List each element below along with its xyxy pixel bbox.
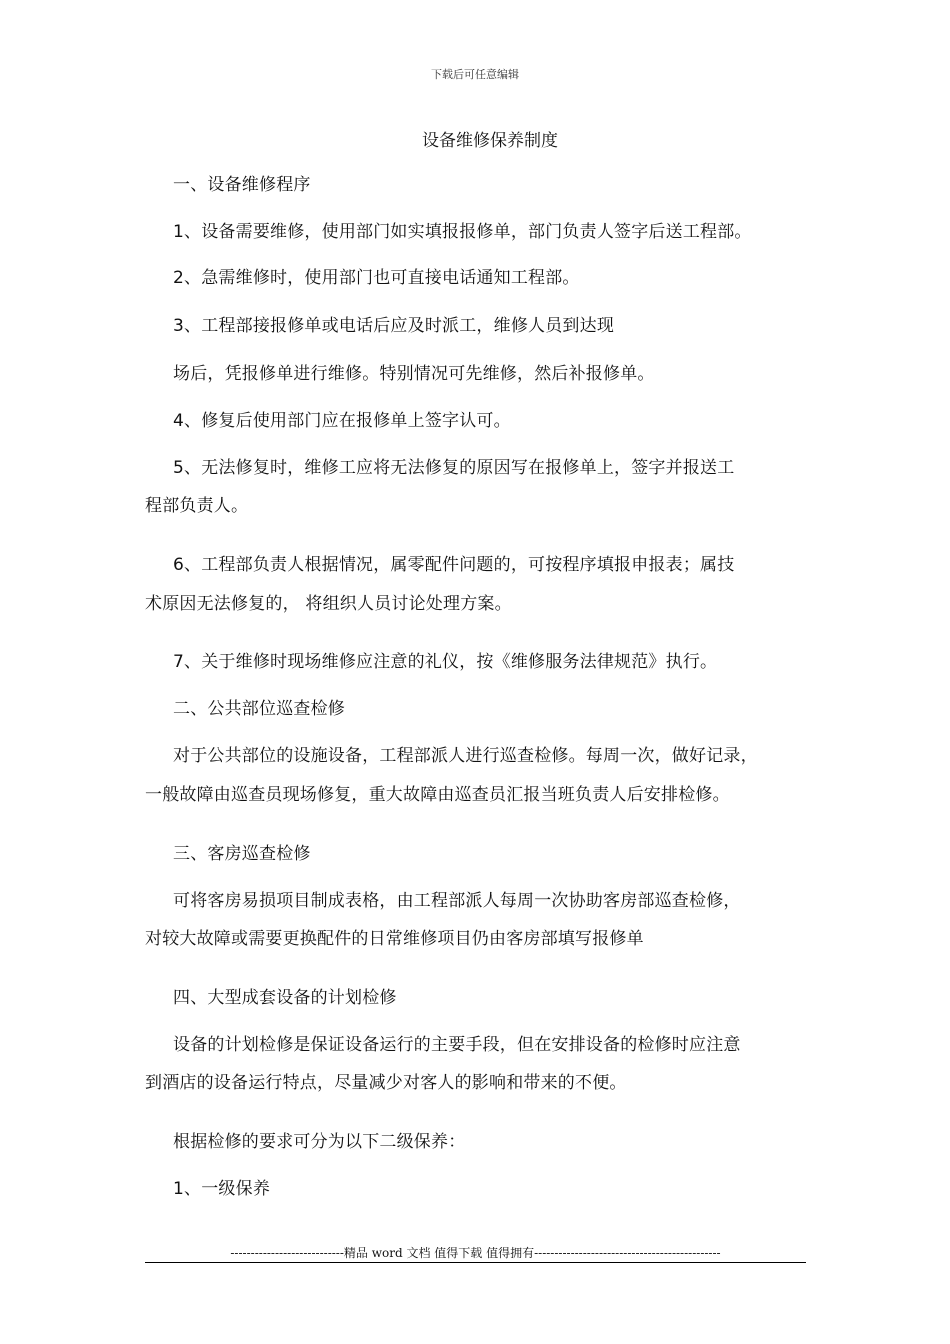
section-heading-2: 二、公共部位巡查检修: [173, 699, 345, 719]
paragraph-line: 对于公共部位的设施设备，工程部派人进行巡查检修。每周一次，做好记录，: [173, 746, 758, 766]
footer-rule: [145, 1262, 806, 1263]
paragraph-line: 3、工程部接报修单或电话后应及时派工，维修人员到达现: [173, 316, 615, 336]
footer-text: ----------------------------精品 word 文档 值得下载 值得拥有----------------------------------------------: [230, 1246, 721, 1260]
section-heading-3: 三、客房巡查检修: [173, 844, 311, 864]
paragraph-line: 设备的计划检修是保证设备运行的主要手段，但在安排设备的检修时应注意: [173, 1035, 741, 1055]
paragraph-line: 7、关于维修时现场维修应注意的礼仪，按《维修服务法律规范》执行。: [173, 652, 718, 672]
header-note: 下载后可任意编辑: [431, 68, 519, 81]
paragraph-line: 6、工程部负责人根据情况，属零配件问题的，可按程序填报申报表；属技: [173, 555, 735, 575]
paragraph-line: 到酒店的设备运行特点，尽量减少对客人的影响和带来的不便。: [145, 1073, 627, 1093]
paragraph-line: 一般故障由巡查员现场修复，重大故障由巡查员汇报当班负责人后安排检修。: [145, 785, 730, 805]
section-heading-1: 一、设备维修程序: [173, 175, 311, 195]
paragraph-line: 程部负责人。: [145, 496, 249, 516]
paragraph-line: 根据检修的要求可分为以下二级保养：: [173, 1132, 466, 1152]
paragraph-line: 1、一级保养: [173, 1179, 271, 1199]
section-heading-4: 四、大型成套设备的计划检修: [173, 988, 397, 1008]
paragraph-line: 5、无法修复时，维修工应将无法修复的原因写在报修单上，签字并报送工: [173, 458, 735, 478]
paragraph-line: 1、设备需要维修，使用部门如实填报报修单，部门负责人签字后送工程部。: [173, 222, 752, 242]
paragraph-line: 场后，凭报修单进行维修。特别情况可先维修，然后补报修单。: [173, 364, 655, 384]
paragraph-line: 对较大故障或需要更换配件的日常维修项目仍由客房部填写报修单: [145, 929, 644, 949]
paragraph-line: 2、急需维修时，使用部门也可直接电话通知工程部。: [173, 268, 580, 288]
paragraph-line: 4、修复后使用部门应在报修单上签字认可。: [173, 411, 511, 431]
document-title: 设备维修保养制度: [422, 131, 558, 151]
paragraph-line: 可将客房易损项目制成表格，由工程部派人每周一次协助客房部巡查检修，: [173, 891, 741, 911]
paragraph-line: 术原因无法修复的， 将组织人员讨论处理方案。: [145, 594, 512, 614]
